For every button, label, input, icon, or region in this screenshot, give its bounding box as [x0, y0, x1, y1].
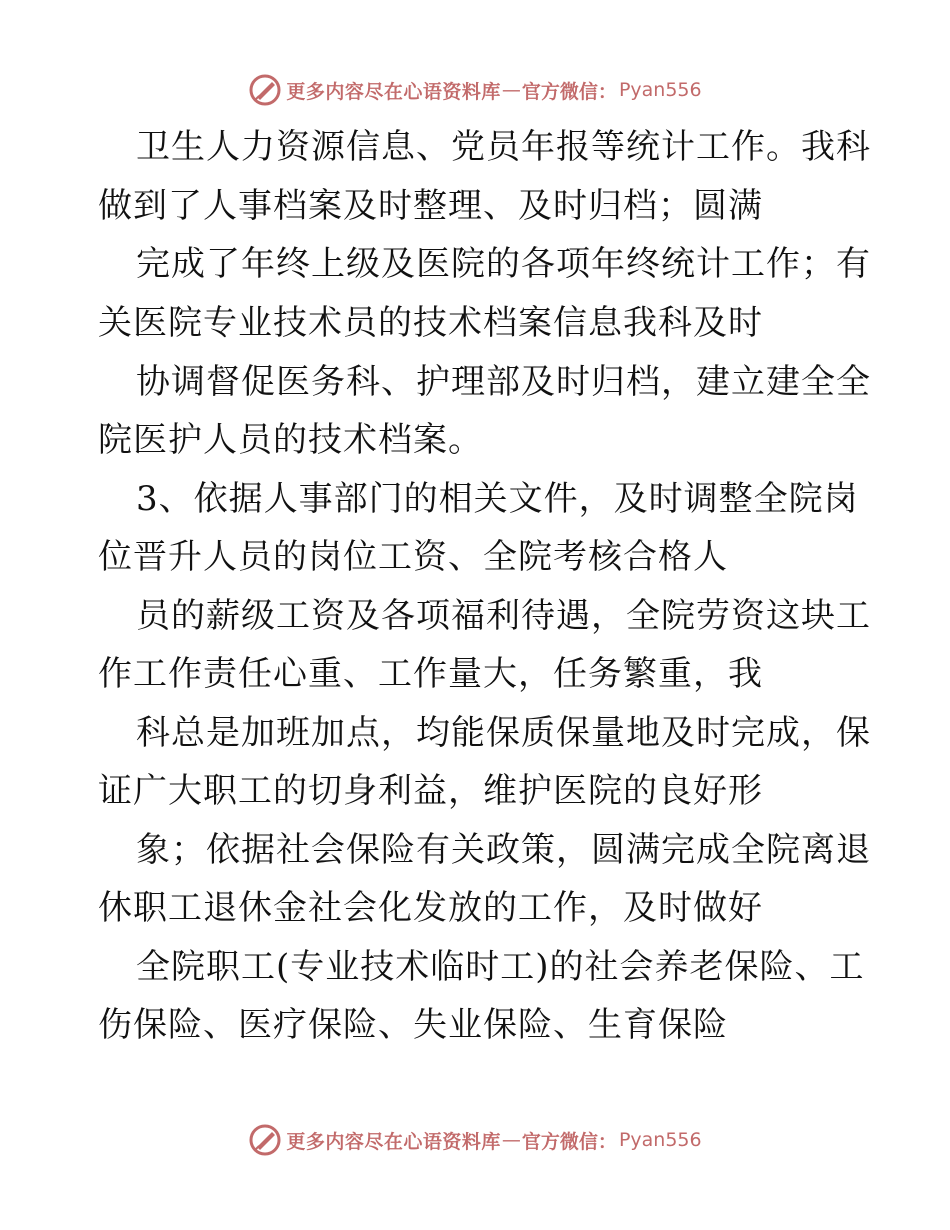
body-line: 位晋升人员的岗位工资、全院考核合格人 [98, 537, 728, 577]
watermark-dash: — [501, 1129, 521, 1151]
body-line: 关医院专业技术员的技术档案信息我科及时 [98, 303, 763, 343]
body-line: 协调督促医务科、护理部及时归档，建立建全全 [136, 362, 871, 402]
watermark-text: 更多内容尽在心语资料库 [286, 1130, 501, 1153]
quill-logo-icon [248, 73, 282, 107]
body-line: 做到了人事档案及时整理、及时归档；圆满 [98, 186, 763, 226]
body-line: 卫生人力资源信息、党员年报等统计工作。我科 [136, 127, 871, 167]
watermark-dash: — [501, 79, 521, 101]
quill-logo-icon [248, 1123, 282, 1157]
footer-watermark [0, 1120, 950, 1160]
body-line: 作工作责任心重、工作量大，任务繁重，我 [98, 654, 763, 694]
watermark-text: 更多内容尽在心语资料库 [286, 80, 501, 103]
body-line: 院医护人员的技术档案。 [98, 420, 483, 460]
body-line: 伤保险、医疗保险、失业保险、生育保险 [98, 1005, 728, 1045]
body-line: 全院职工(专业技术临时工)的社会养老保险、工 [136, 947, 865, 987]
header-watermark [0, 70, 950, 110]
body-line: 员的薪级工资及各项福利待遇，全院劳资这块工 [136, 596, 871, 636]
body-line: 象；依据社会保险有关政策，圆满完成全院离退 [136, 830, 871, 870]
watermark-wechat-id: Pyan556 [618, 79, 702, 101]
watermark-wechat-label: 官方微信： [521, 80, 617, 103]
body-line: 科总是加班加点，均能保质保量地及时完成，保 [136, 713, 871, 753]
body-line: 3、依据人事部门的相关文件，及时调整全院岗 [136, 479, 859, 519]
body-line: 休职工退休金社会化发放的工作，及时做好 [98, 888, 763, 928]
watermark-wechat-id: Pyan556 [618, 1129, 702, 1151]
body-line: 证广大职工的切身利益，维护医院的良好形 [98, 771, 763, 811]
body-line: 完成了年终上级及医院的各项年终统计工作；有 [136, 244, 871, 284]
watermark-wechat-label: 官方微信： [521, 1130, 617, 1153]
